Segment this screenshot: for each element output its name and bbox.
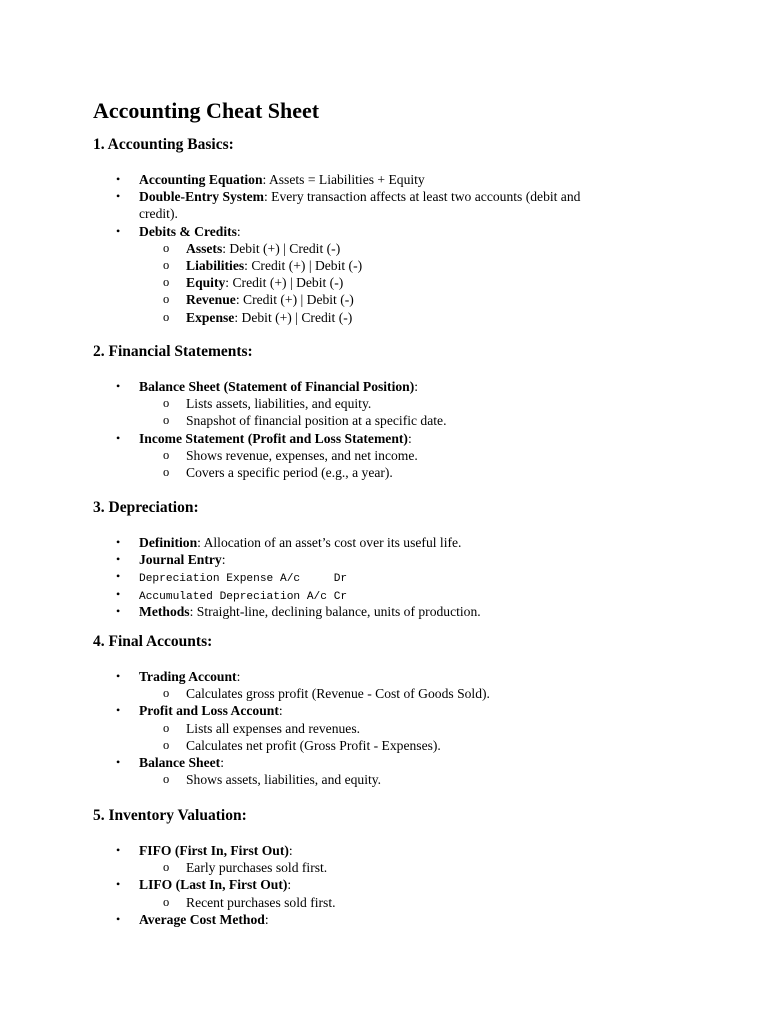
sub-list-item [186, 257, 362, 274]
item-text: : [221, 552, 226, 568]
sub-list-item [186, 412, 446, 429]
item-text: : Every transaction affects at least two accounts (debit and [264, 189, 581, 205]
bullet-icon: • [116, 669, 121, 683]
item-term: Trading Account [139, 669, 237, 684]
bullet-icon: • [116, 223, 121, 238]
bullet-icon: • [116, 535, 121, 549]
sub-item-text: Shows revenue, expenses, and net income. [186, 447, 418, 463]
list-item [139, 754, 224, 771]
code-text: Depreciation Expense A/c Dr [139, 573, 348, 586]
list-item [139, 223, 241, 240]
sub-item-text: Lists all expenses and revenues. [186, 720, 361, 736]
list-item [139, 188, 580, 205]
section-heading: 2. Financial Statements: [93, 343, 253, 360]
bullet-icon: • [116, 172, 121, 186]
item-text: : [288, 843, 293, 858]
item-term: Average Cost Method [139, 911, 265, 927]
item-term: Double-Entry System [139, 189, 264, 205]
list-item [139, 911, 269, 928]
bullet-icon: • [116, 552, 121, 567]
sub-item-text: Lists assets, liabilities, and equity. [186, 396, 372, 412]
list-item [139, 842, 293, 859]
code-text: Accumulated Depreciation A/c Cr [139, 590, 348, 603]
sub-bullet-icon: o [163, 309, 170, 324]
sub-list-item [186, 720, 360, 737]
list-item [139, 551, 226, 568]
item-text-continued: credit). [139, 206, 178, 222]
sub-item-term: Equity [186, 275, 226, 291]
section-heading: 4. Final Accounts: [93, 633, 213, 650]
bullet-icon: • [116, 569, 121, 584]
sub-list-item [186, 737, 441, 754]
sub-list-item [186, 291, 354, 308]
list-item [139, 668, 240, 685]
sub-bullet-icon: o [163, 772, 170, 787]
sub-list-item [186, 274, 343, 291]
sub-list-item [186, 685, 490, 702]
list-item [139, 534, 461, 551]
list-item [139, 171, 425, 188]
sub-bullet-icon: o [163, 275, 170, 290]
item-term: Balance Sheet (Statement of Financial Position) [139, 379, 415, 394]
sub-item-text: Shows assets, liabilities, and equity. [186, 772, 382, 788]
sub-list-item [186, 309, 352, 326]
item-text: : [264, 911, 269, 927]
bullet-icon: • [116, 877, 121, 892]
section-heading: 3. Depreciation: [93, 499, 199, 516]
page-title: Accounting Cheat Sheet [93, 98, 320, 123]
item-term: Journal Entry [139, 552, 222, 568]
sub-item-text: : Debit (+) | Credit (-) [234, 309, 353, 325]
item-term: Debits & Credits [139, 223, 237, 239]
bullet-icon: • [116, 430, 121, 445]
sub-item-text: Calculates gross profit (Revenue - Cost of Goods Sold). [186, 686, 490, 702]
list-item [139, 430, 412, 447]
sub-item-term: Assets [186, 240, 223, 256]
item-term: FIFO (First In, First Out) [139, 843, 289, 858]
sub-item-term: Expense [186, 309, 235, 325]
sub-bullet-icon: o [163, 720, 170, 735]
sub-bullet-icon: o [163, 258, 170, 272]
item-term: Definition [139, 535, 198, 550]
sub-list-item [186, 395, 371, 412]
sub-list-item [186, 464, 393, 481]
sub-item-text: Covers a specific period (e.g., a year). [186, 465, 393, 480]
sub-bullet-icon: o [163, 737, 170, 752]
bullet-icon: • [116, 379, 121, 393]
section-heading: 1. Accounting Basics: [93, 136, 234, 153]
sub-item-text: Calculates net profit (Gross Profit - Expenses). [186, 737, 441, 753]
item-text: : [236, 669, 241, 684]
sub-list-item [186, 859, 327, 876]
item-term: LIFO (Last In, First Out) [139, 877, 288, 893]
item-term: Income Statement (Profit and Loss Statement) [139, 430, 408, 446]
item-text: : Assets = Liabilities + Equity [262, 172, 425, 187]
sub-bullet-icon: o [163, 465, 170, 479]
item-text: : [407, 430, 412, 446]
list-item [139, 603, 481, 620]
bullet-icon: • [116, 911, 121, 926]
sub-list-item [186, 771, 381, 788]
item-term: Profit and Loss Account [139, 703, 279, 719]
sub-item-text: Recent purchases sold first. [186, 894, 336, 910]
item-text: : [278, 703, 283, 719]
sub-item-text: : Credit (+) | Debit (-) [244, 258, 363, 273]
item-text: : [414, 379, 419, 394]
bullet-icon: • [116, 843, 121, 857]
sub-bullet-icon: o [163, 894, 170, 909]
item-text: : Allocation of an asset’s cost over its useful life. [197, 535, 462, 550]
list-item [139, 378, 418, 395]
bullet-icon: • [116, 189, 121, 204]
bullet-icon: • [116, 755, 121, 769]
sub-list-item [186, 447, 418, 464]
item-text: : Straight-line, declining balance, units of production. [189, 603, 481, 619]
item-text: : [287, 877, 292, 893]
bullet-icon: • [116, 603, 121, 618]
sub-item-text: Snapshot of financial position at a specific date. [186, 413, 447, 429]
bullet-icon: • [116, 703, 121, 718]
list-item [139, 876, 291, 893]
sub-item-text: : Credit (+) | Debit (-) [225, 275, 344, 291]
item-term: Accounting Equation [139, 172, 263, 187]
sub-bullet-icon: o [163, 413, 170, 428]
item-term: Balance Sheet [139, 755, 221, 770]
sub-list-item [186, 240, 340, 257]
sub-bullet-icon: o [163, 686, 170, 701]
sub-bullet-icon: o [163, 860, 170, 875]
list-item [139, 702, 283, 719]
sub-bullet-icon: o [163, 447, 170, 462]
sub-item-text: Early purchases sold first. [186, 860, 328, 876]
sub-item-term: Revenue [186, 292, 236, 308]
sub-item-term: Liabilities [186, 258, 245, 273]
bullet-icon: • [116, 586, 121, 601]
item-text: : [236, 223, 241, 239]
sub-bullet-icon: o [163, 292, 170, 307]
item-text: : [220, 755, 224, 770]
sub-item-text: : Credit (+) | Debit (-) [235, 292, 354, 308]
section-heading: 5. Inventory Valuation: [93, 807, 247, 824]
sub-bullet-icon: o [163, 240, 170, 255]
sub-item-text: : Debit (+) | Credit (-) [222, 240, 341, 256]
sub-list-item [186, 894, 336, 911]
item-term: Methods [139, 603, 190, 619]
sub-bullet-icon: o [163, 396, 170, 411]
